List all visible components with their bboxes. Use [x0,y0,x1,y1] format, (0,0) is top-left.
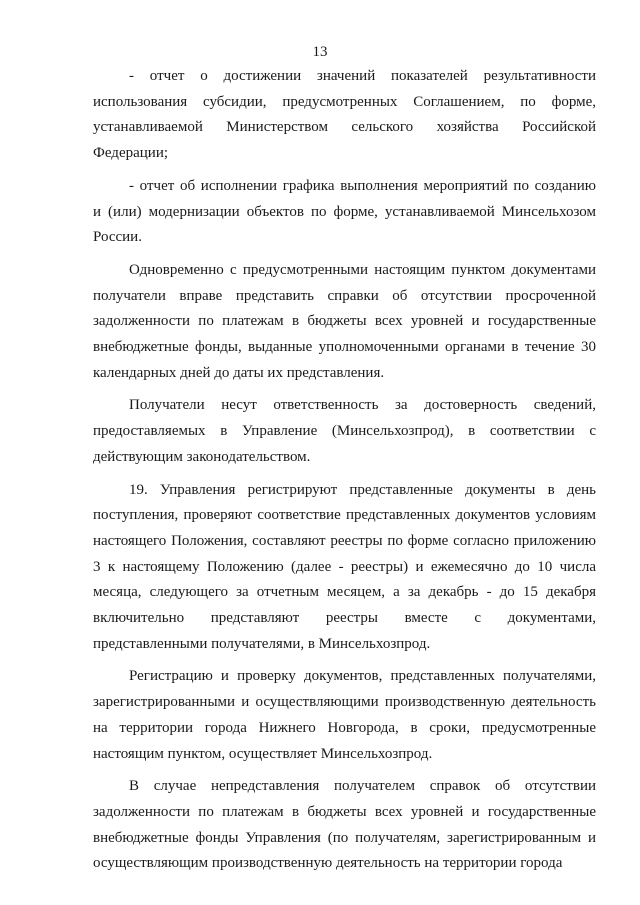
text-line: настоящего Положения, составляют реестры по форме согласно приложению [93,532,596,549]
text-line: России. [93,229,142,246]
text-line: 19. Управления регистрируют представленные документы в день [129,481,596,498]
text-line: задолженности по платежам в бюджеты всех уровней и государственные [93,803,596,820]
text-line: осуществляющим производственную деятельность на территории города [93,855,563,872]
text-line: месяца, следующего за отчетным месяцем, а за декабрь - до 15 декабря [93,584,596,601]
document-body [93,64,596,877]
text-line: - отчет о достижении значений показателей результативности [129,68,596,84]
text-line: и (или) модернизации объектов по форме, устанавливаемой Минсельхозом [93,203,596,220]
text-line: календарных дней до даты их представления. [93,364,385,381]
text-line: зарегистрированными и осуществляющими производственную деятельность [93,694,596,711]
text-line: 3 к настоящему Положению (далее - реестры) и ежемесячно до 10 числа [93,558,596,575]
text-line: включительно представляют реестры вместе с документами, [93,610,596,627]
text-line: задолженности по платежам в бюджеты всех уровней и государственные [93,313,596,330]
text-line: использования субсидии, предусмотренных Соглашением, по форме, [93,93,596,110]
paragraph [93,664,596,767]
text-line: представленными получателями, в Минсельхозпрод. [93,635,431,652]
text-line: действующим законодательством. [93,448,311,465]
paragraph [93,64,596,167]
paragraph [93,174,596,251]
text-line: предоставляемых в Управление (Минсельхозпрод), в соответствии с [93,423,596,440]
paragraph [93,774,596,877]
text-line: устанавливаемой Министерством сельского хозяйства Российской [93,119,596,136]
text-line: настоящим пунктом, осуществляет Минсельхозпрод. [93,745,433,762]
text-line: получатели вправе представить справки об отсутствии просроченной [93,287,596,304]
paragraph [93,478,596,658]
text-line: Федерации; [93,145,169,162]
text-line: на территории города Нижнего Новгорода, в сроки, предусмотренные [93,719,596,736]
page-number: 13 [312,44,328,60]
paragraph [93,258,596,387]
text-line: Регистрацию и проверку документов, представленных получателями, [129,668,596,685]
text-line: Получатели несут ответственность за достоверность сведений, [129,397,596,414]
text-line: Одновременно с предусмотренными настоящим пунктом документами [129,261,596,278]
text-line: внебюджетные фонды, выданные уполномоченными органами в течение 30 [93,339,596,356]
paragraph [93,393,596,470]
text-line: - отчет об исполнении графика выполнения мероприятий по созданию [129,177,596,194]
text-line: внебюджетные фонды Управления (по получателям, зарегистрированным и [93,829,596,846]
text-line: В случае непредставления получателем справок об отсутствии [129,778,596,795]
text-line: поступления, проверяют соответствие представленных документов условиям [93,507,596,524]
